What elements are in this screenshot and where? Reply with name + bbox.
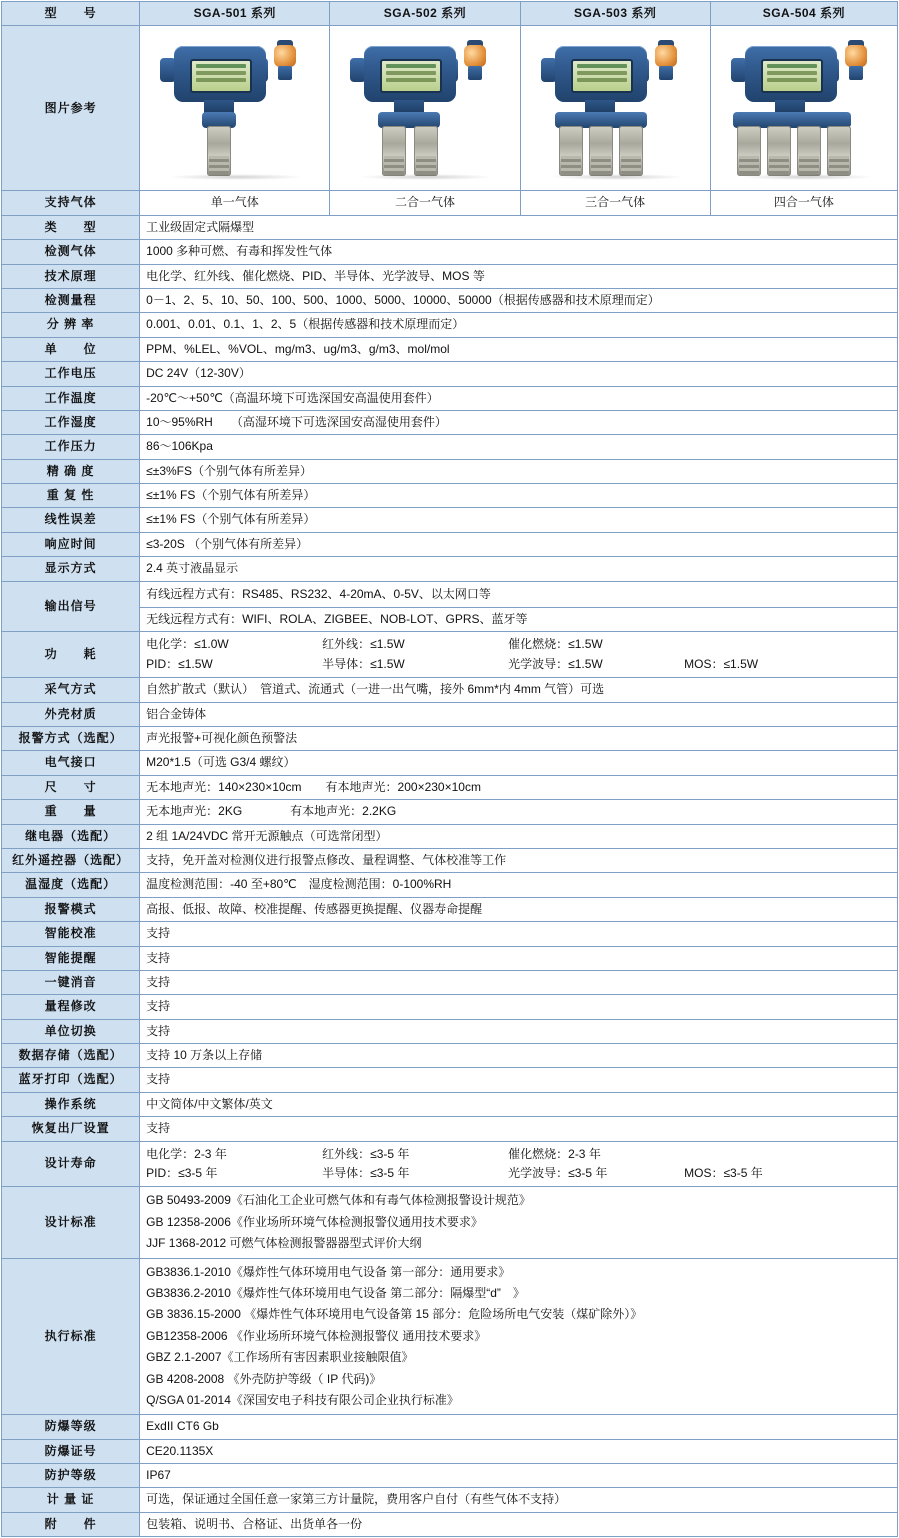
life-semiconductor: 半导体：≤3-5 年 <box>322 1166 410 1181</box>
table-row-data-storage <box>2 1044 898 1068</box>
exec-standard-item-2: GB3836.2-2010《爆炸性气体环境用电气设备 第二部分：隔爆型“d” 》 <box>146 1285 525 1300</box>
row-value-ip-grade: IP67 <box>140 1464 898 1488</box>
row-value-temp-humidity-option: 温度检测范围：-40 至+80℃ 湿度检测范围：0-100%RH <box>140 873 898 897</box>
gas-support-501: 单一气体 <box>140 191 330 215</box>
row-label-ex-grade: 防爆等级 <box>2 1415 140 1439</box>
table-row-relay <box>2 824 898 848</box>
table-row-unit-switch <box>2 1019 898 1043</box>
table-row-range <box>2 288 898 312</box>
row-value-alarm-mode: 高报、低报、故障、校准提醒、传感器更换提醒、仪器寿命提醒 <box>140 897 898 921</box>
row-label-unit-switch: 单位切换 <box>2 1019 140 1043</box>
row-value-design-life <box>140 1141 898 1187</box>
row-value-design-standard <box>140 1187 898 1258</box>
table-row-temp-humidity-option <box>2 873 898 897</box>
table-row-voltage <box>2 362 898 386</box>
row-label-ip-grade: 防护等级 <box>2 1464 140 1488</box>
row-label-type: 类 型 <box>2 215 140 239</box>
table-row-weight <box>2 800 898 824</box>
power-line-1 <box>146 635 891 654</box>
row-value-humidity: 10～95%RH （高湿环境下可选深国安高湿使用套件） <box>140 410 898 434</box>
row-value-unit: PPM、%LEL、%VOL、mg/m3、ug/m3、g/m3、mol/mol <box>140 337 898 361</box>
row-value-operating-system: 中文简体/中文繁体/英文 <box>140 1092 898 1116</box>
table-row-accessories <box>2 1512 898 1536</box>
table-row-principle <box>2 264 898 288</box>
row-value-relay: 2 组 1A/24VDC 常开无源触点（可选常闭型） <box>140 824 898 848</box>
power-optical: 光学波导：≤1.5W <box>508 656 603 671</box>
row-label-design-life: 设计寿命 <box>2 1141 140 1187</box>
row-value-unit-switch: 支持 <box>140 1019 898 1043</box>
table-row-range-modify <box>2 995 898 1019</box>
gas-support-502: 二合一气体 <box>330 191 520 215</box>
row-label-ir-remote: 红外遥控器（选配） <box>2 848 140 872</box>
table-row-type <box>2 215 898 239</box>
life-infrared: 红外线：≤3-5 年 <box>322 1146 410 1161</box>
spec-sheet <box>0 1 899 1537</box>
power-line-2 <box>146 655 891 674</box>
table-row-response-time <box>2 532 898 556</box>
table-row-images <box>2 26 898 191</box>
design-standard-item-3: JJF 1368-2012 可燃气体检测报警器器型式评价大纲 <box>146 1236 422 1251</box>
row-label-weight: 重 量 <box>2 800 140 824</box>
power-infrared: 红外线：≤1.5W <box>322 637 405 652</box>
row-value-data-storage: 支持 10 万条以上存储 <box>140 1044 898 1068</box>
product-image-501 <box>140 26 330 191</box>
row-value-metrology-certificate: 可选，保证通过全国任意一家第三方计量院，费用客户自付（有些气体不支持） <box>140 1488 898 1512</box>
product-image-502 <box>330 26 520 191</box>
table-row-one-key-mute <box>2 970 898 994</box>
row-label-temperature: 工作温度 <box>2 386 140 410</box>
row-value-output <box>140 581 898 632</box>
row-value-sampling: 自然扩散式（默认） 管道式、流通式（一进一出气嘴，接外 6mm*内 4mm 气管）可选 <box>140 678 898 702</box>
table-row-pressure <box>2 435 898 459</box>
row-label-linearity: 线性误差 <box>2 508 140 532</box>
row-value-pressure: 86～106Kpa <box>140 435 898 459</box>
table-row-temperature <box>2 386 898 410</box>
gas-support-504: 四合一气体 <box>710 191 897 215</box>
row-value-one-key-mute: 支持 <box>140 970 898 994</box>
output-line-wireless: 无线远程方式有：WIFI、ROLA、ZIGBEE、NOB-LOT、GPRS、蓝牙等 <box>140 607 897 628</box>
table-row-ir-remote <box>2 848 898 872</box>
row-label-model: 型 号 <box>2 2 140 26</box>
row-label-smart-reminder: 智能提醒 <box>2 946 140 970</box>
row-value-ex-grade: ExdII CT6 Gb <box>140 1415 898 1439</box>
row-value-type: 工业级固定式隔爆型 <box>140 215 898 239</box>
table-row-design-standard <box>2 1187 898 1258</box>
exec-standard-item-1: GB3836.1-2010《爆炸性气体环境用电气设备 第一部分：通用要求》 <box>146 1264 511 1279</box>
row-value-accessories: 包装箱、说明书、合格证、出货单各一份 <box>140 1512 898 1536</box>
power-electrochemical: 电化学：≤1.0W <box>146 637 229 652</box>
life-mos: MOS：≤3-5 年 <box>684 1166 763 1181</box>
row-label-image: 图片参考 <box>2 26 140 191</box>
table-row-design-life <box>2 1141 898 1187</box>
exec-standard-item-5: GBZ 2.1-2007《工作场所有害因素职业接触限值》 <box>146 1350 414 1365</box>
row-value-exec-standard <box>140 1258 898 1415</box>
table-row-electrical-interface <box>2 751 898 775</box>
model-502: SGA-502 系列 <box>330 2 520 26</box>
table-row-smart-calibration <box>2 922 898 946</box>
power-mos: MOS：≤1.5W <box>684 656 759 671</box>
exec-standard-item-6: GB 4208-2008 《外壳防护等级（ IP 代码)》 <box>146 1371 382 1386</box>
gas-detector-illustration-3 <box>527 32 707 182</box>
table-row-accuracy <box>2 459 898 483</box>
table-row-ip-grade <box>2 1464 898 1488</box>
row-value-smart-calibration: 支持 <box>140 922 898 946</box>
row-value-factory-reset: 支持 <box>140 1117 898 1141</box>
row-value-power <box>140 632 898 678</box>
gas-detector-illustration-2 <box>336 32 516 182</box>
row-value-repeatability: ≤±1% FS（个别气体有所差异） <box>140 484 898 508</box>
row-label-operating-system: 操作系统 <box>2 1092 140 1116</box>
row-label-gas-support: 支持气体 <box>2 191 140 215</box>
row-label-electrical-interface: 电气接口 <box>2 751 140 775</box>
row-label-one-key-mute: 一键消音 <box>2 970 140 994</box>
exec-standard-item-7: Q/SGA 01-2014《深国安电子科技有限公司企业执行标准》 <box>146 1392 459 1407</box>
row-label-detect-gas: 检测气体 <box>2 240 140 264</box>
row-label-display: 显示方式 <box>2 557 140 581</box>
row-label-sampling: 采气方式 <box>2 678 140 702</box>
life-pid: PID：≤3-5 年 <box>146 1166 218 1181</box>
row-label-output: 输出信号 <box>2 581 140 632</box>
row-label-response-time: 响应时间 <box>2 532 140 556</box>
row-value-ex-certificate: CE20.1135X <box>140 1439 898 1463</box>
row-label-alarm-mode: 报警模式 <box>2 897 140 921</box>
table-row-ex-grade <box>2 1415 898 1439</box>
life-line-2 <box>146 1164 891 1183</box>
table-row-linearity <box>2 508 898 532</box>
row-value-principle: 电化学、红外线、催化燃烧、PID、半导体、光学波导、MOS 等 <box>140 264 898 288</box>
row-label-resolution: 分 辨 率 <box>2 313 140 337</box>
table-row-alarm-mode-option <box>2 726 898 750</box>
design-standard-item-2: GB 12358-2006《作业场所环境气体检测报警仪通用技术要求》 <box>146 1214 483 1229</box>
row-value-accuracy: ≤±3%FS（个别气体有所差异） <box>140 459 898 483</box>
row-label-range-modify: 量程修改 <box>2 995 140 1019</box>
row-value-alarm-mode-option: 声光报警+可视化颜色预警法 <box>140 726 898 750</box>
product-image-504 <box>710 26 897 191</box>
table-row-ex-certificate <box>2 1439 898 1463</box>
table-row-alarm-mode <box>2 897 898 921</box>
specification-table <box>1 1 898 1537</box>
table-row-humidity <box>2 410 898 434</box>
product-image-503 <box>520 26 710 191</box>
row-label-metrology-certificate: 计 量 证 <box>2 1488 140 1512</box>
gas-support-503: 三合一气体 <box>520 191 710 215</box>
row-value-resolution: 0.001、0.01、0.1、1、2、5（根据传感器和技术原理而定） <box>140 313 898 337</box>
row-label-shell-material: 外壳材质 <box>2 702 140 726</box>
row-value-dimensions: 无本地声光：140×230×10cm 有本地声光：200×230×10cm <box>140 775 898 799</box>
row-value-bluetooth-print: 支持 <box>140 1068 898 1092</box>
table-row-display <box>2 557 898 581</box>
row-label-smart-calibration: 智能校准 <box>2 922 140 946</box>
life-electrochemical: 电化学：2-3 年 <box>146 1146 227 1161</box>
row-label-repeatability: 重 复 性 <box>2 484 140 508</box>
table-row-unit <box>2 337 898 361</box>
row-label-factory-reset: 恢复出厂设置 <box>2 1117 140 1141</box>
life-line-1 <box>146 1145 891 1164</box>
table-row-output <box>2 581 898 632</box>
row-label-humidity: 工作湿度 <box>2 410 140 434</box>
row-label-voltage: 工作电压 <box>2 362 140 386</box>
row-label-pressure: 工作压力 <box>2 435 140 459</box>
model-504: SGA-504 系列 <box>710 2 897 26</box>
table-row-operating-system <box>2 1092 898 1116</box>
table-row-exec-standard <box>2 1258 898 1415</box>
row-label-dimensions: 尺 寸 <box>2 775 140 799</box>
table-row-dimensions <box>2 775 898 799</box>
row-label-relay: 继电器（选配） <box>2 824 140 848</box>
row-value-display: 2.4 英寸液晶显示 <box>140 557 898 581</box>
row-value-weight: 无本地声光：2KG 有本地声光：2.2KG <box>140 800 898 824</box>
table-row-detect-gas <box>2 240 898 264</box>
row-value-linearity: ≤±1% FS（个别气体有所差异） <box>140 508 898 532</box>
row-label-bluetooth-print: 蓝牙打印（选配） <box>2 1068 140 1092</box>
power-semiconductor: 半导体：≤1.5W <box>322 656 405 671</box>
life-catalytic: 催化燃烧：2-3 年 <box>508 1146 601 1161</box>
row-value-voltage: DC 24V（12-30V） <box>140 362 898 386</box>
row-label-exec-standard: 执行标准 <box>2 1258 140 1415</box>
gas-detector-illustration-4 <box>717 32 897 182</box>
row-label-principle: 技术原理 <box>2 264 140 288</box>
design-standard-item-1: GB 50493-2009《石油化工企业可燃气体和有毒气体检测报警设计规范》 <box>146 1193 531 1208</box>
row-value-electrical-interface: M20*1.5（可选 G3/4 螺纹） <box>140 751 898 775</box>
row-value-detect-gas: 1000 多种可燃、有毒和挥发性气体 <box>140 240 898 264</box>
row-label-ex-certificate: 防爆证号 <box>2 1439 140 1463</box>
row-label-power: 功 耗 <box>2 632 140 678</box>
table-row-sampling <box>2 678 898 702</box>
row-label-range: 检测量程 <box>2 288 140 312</box>
row-label-accuracy: 精 确 度 <box>2 459 140 483</box>
gas-detector-illustration-1 <box>146 32 326 182</box>
row-value-response-time: ≤3-20S （个别气体有所差异） <box>140 532 898 556</box>
model-501: SGA-501 系列 <box>140 2 330 26</box>
table-row-resolution <box>2 313 898 337</box>
row-value-shell-material: 铝合金铸体 <box>140 702 898 726</box>
model-503: SGA-503 系列 <box>520 2 710 26</box>
table-row-model <box>2 2 898 26</box>
row-label-design-standard: 设计标准 <box>2 1187 140 1258</box>
table-row-metrology-certificate <box>2 1488 898 1512</box>
table-row-shell-material <box>2 702 898 726</box>
row-label-accessories: 附 件 <box>2 1512 140 1536</box>
power-catalytic: 催化燃烧：≤1.5W <box>508 637 603 652</box>
table-row-gas-support <box>2 191 898 215</box>
table-row-bluetooth-print <box>2 1068 898 1092</box>
exec-standard-item-3: GB 3836.15-2000 《爆炸性气体环境用电气设备第 15 部分：危险场所电气安装（煤矿除外）》 <box>146 1307 643 1322</box>
row-value-ir-remote: 支持，免开盖对检测仪进行报警点修改、量程调整、气体校准等工作 <box>140 848 898 872</box>
power-pid: PID：≤1.5W <box>146 656 213 671</box>
table-row-factory-reset <box>2 1117 898 1141</box>
life-optical: 光学波导：≤3-5 年 <box>508 1166 608 1181</box>
row-value-temperature: -20℃～+50℃（高温环境下可选深国安高温使用套件） <box>140 386 898 410</box>
row-value-range: 0－1、2、5、10、50、100、500、1000、5000、10000、50000（根据传感器和技术原理而定） <box>140 288 898 312</box>
table-row-repeatability <box>2 484 898 508</box>
row-label-data-storage: 数据存储（选配） <box>2 1044 140 1068</box>
table-row-smart-reminder <box>2 946 898 970</box>
output-line-wired: 有线远程方式有：RS485、RS232、4-20mA、0-5V、以太网口等 <box>146 586 491 601</box>
table-row-power <box>2 632 898 678</box>
row-label-temp-humidity-option: 温湿度（选配） <box>2 873 140 897</box>
row-value-range-modify: 支持 <box>140 995 898 1019</box>
row-label-alarm-mode-option: 报警方式（选配） <box>2 726 140 750</box>
row-label-unit: 单 位 <box>2 337 140 361</box>
row-value-smart-reminder: 支持 <box>140 946 898 970</box>
exec-standard-item-4: GB12358-2006 《作业场所环境气体检测报警仪 通用技术要求》 <box>146 1328 487 1343</box>
